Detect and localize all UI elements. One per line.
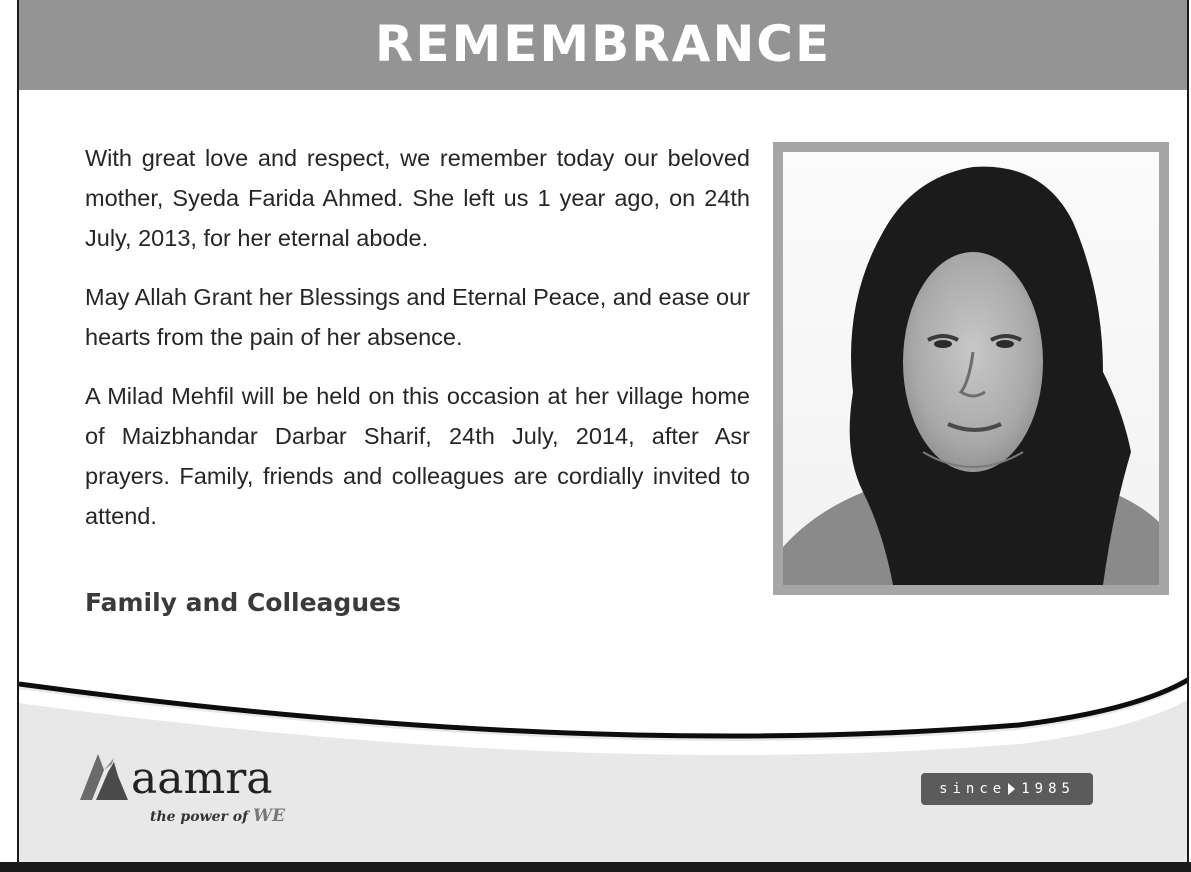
tagline-emphasis: WE: [253, 806, 286, 826]
message-body: [85, 138, 750, 555]
bottom-border: [0, 862, 1191, 872]
play-arrow-icon: [1008, 783, 1015, 795]
brand-tagline: [150, 806, 285, 826]
header-banner: [19, 0, 1187, 90]
portrait-photo: [783, 152, 1159, 585]
portrait-frame: [773, 142, 1169, 595]
paragraph-milad-invitation: A Milad Mehfil will be held on this occasion at her village home of Maizbhandar Darbar Sharif, 24th July, 2014, after Asr prayers. Family, friends and colleagues are cordially invited to attend.: [85, 383, 750, 529]
since-badge: [921, 773, 1093, 805]
since-year: 1985: [1021, 781, 1075, 797]
page-title: REMEMBRANCE: [374, 15, 832, 73]
brand-wordmark: aamra: [131, 753, 273, 804]
aamra-logo-mark-icon: [78, 750, 130, 802]
paragraph-prayer: May Allah Grant her Blessings and Eternal Peace, and ease our hearts from the pain of her absence.: [85, 284, 750, 350]
since-label: since: [939, 781, 1007, 797]
tagline-prefix: the power of: [150, 809, 249, 825]
paragraph-remembrance: With great love and respect, we remember today our beloved mother, Syeda Farida Ahmed. She left us 1 year ago, on 24th July, 2013, for her eternal abode.: [85, 145, 750, 251]
signature: Family and Colleagues: [85, 588, 401, 617]
remembrance-notice: [17, 0, 1189, 862]
